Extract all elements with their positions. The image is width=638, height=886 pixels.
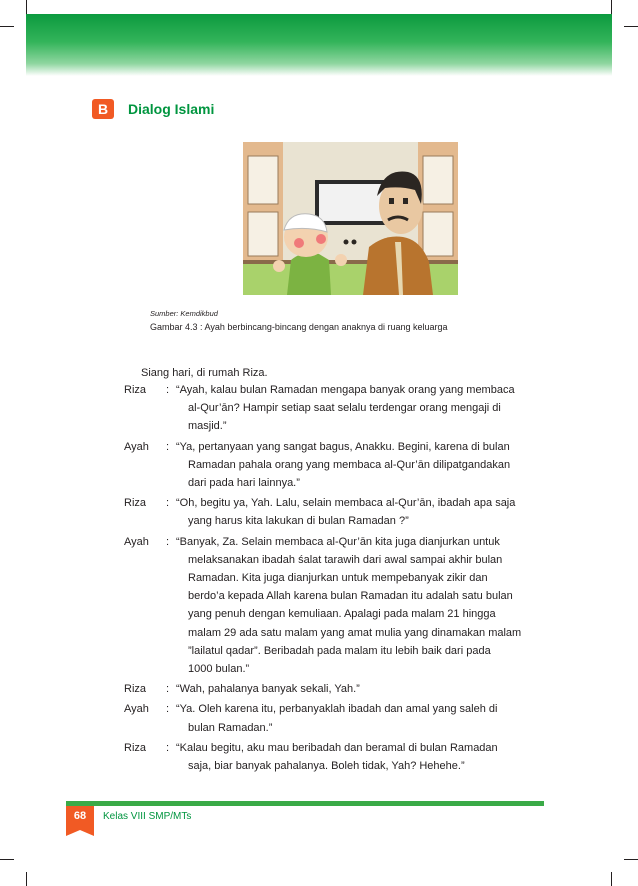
dialog-line: Ramadan. Kita juga dianjurkan untuk mempebanyak zikir dan: [188, 572, 488, 585]
footer-rule: [66, 801, 544, 806]
dialog-speaker: Riza: [124, 741, 147, 754]
crop-mark: [611, 0, 612, 14]
footer-book-title: Kelas VIII SMP/MTs: [103, 811, 192, 822]
crop-mark: [0, 26, 14, 27]
dialog-line: yang harus kita lakukan di bulan Ramadan ?”: [188, 515, 409, 528]
dialog-line: “Ya. Oleh karena itu, perbanyaklah ibadah dan amal yang saleh di: [176, 703, 498, 716]
page-number: 68: [73, 810, 87, 822]
dialog-speaker: Ayah: [124, 703, 149, 716]
crop-mark: [624, 26, 638, 27]
dialog-line: “Kalau begitu, aku mau beribadah dan beramal di bulan Ramadan: [176, 741, 498, 754]
crop-mark: [26, 872, 27, 886]
header-band: [26, 14, 612, 76]
dialog-turn: Riza : “Kalau begitu, aku mau beribadah dan beramal di bulan Ramadan saja, biar banyak pahalanya. Boleh tidak, Yah? Hehehe.”: [124, 739, 532, 775]
dialog-line: saja, biar banyak pahalanya. Boleh tidak, Yah? Hehehe.”: [188, 760, 465, 773]
dialog-line: berdo’a kepada Allah karena bulan Ramadan itu adalah satu bulan: [188, 590, 513, 603]
intro-text: Siang hari, di rumah Riza.: [141, 367, 268, 379]
illustration-father-son: [243, 142, 458, 295]
section-heading: [92, 98, 214, 120]
dialog-text: [176, 381, 532, 436]
dialog-text: [176, 739, 532, 775]
section-badge: B: [92, 99, 114, 119]
dialog-turn: Ayah : “Banyak, Za. Selain membaca al-Qur’ān kita juga dianjurkan untuk melaksanakan ibadah śalat tarawih dari awal sampai akhir bulan Ramadan. Kita juga dianjurkan untuk mempebanyak zikir dan berdo’a kepada Allah karena bulan Ramadan itu adalah satu bulan yang penuh dengan kemuliaan. Apalagi pada malam 21 hingga malam 29 ada satu malam yang amat mulia yang dinamakan malam ”lailatul qadar”. Beribadah pada malam itu lebih baik dari pada 1000 bulan.”: [124, 533, 532, 679]
dialog-turn: Riza : “Oh, begitu ya, Yah. Lalu, selain membaca al-Qur’ān, ibadah apa saja yang harus kita lakukan di bulan Ramadan ?”: [124, 494, 532, 530]
dialog-line: melaksanakan ibadah śalat tarawih dari awal sampai akhir bulan: [188, 553, 503, 566]
dialog-text: [176, 533, 532, 679]
dialog-turn: Ayah : “Ya. Oleh karena itu, perbanyaklah ibadah dan amal yang saleh di bulan Ramadan.”: [124, 700, 532, 736]
dialog-speaker: Riza: [124, 384, 147, 396]
figure-source: Sumber: Kemdikbud: [150, 309, 218, 318]
dialog-line: “Oh, begitu ya, Yah. Lalu, selain membaca al-Qur’ān, ibadah apa saja: [176, 497, 516, 510]
dialog-line: “Wah, pahalanya banyak sekali, Yah.”: [176, 683, 360, 696]
dialog-line: ”lailatul qadar”. Beribadah pada malam itu lebih baik dari pada: [188, 644, 491, 657]
dialog-speaker: Riza: [124, 683, 147, 696]
crop-mark: [26, 0, 27, 14]
dialog-line: “Banyak, Za. Selain membaca al-Qur’ān kita juga dianjurkan untuk: [176, 535, 500, 548]
dialog-line: malam 29 ada satu malam yang amat mulia yang dinamakan malam: [188, 626, 522, 639]
dialog-text: [176, 700, 532, 736]
dialog-turn: Riza : “Wah, pahalanya banyak sekali, Yah.”: [124, 680, 532, 698]
figure-caption: Gambar 4.3 : Ayah berbincang-bincang dengan anaknya di ruang keluarga: [150, 322, 448, 332]
dialog-speaker: Riza: [124, 497, 147, 510]
dialog-speaker: Ayah: [124, 440, 149, 453]
dialog-text: [176, 680, 532, 698]
dialog-speaker: Ayah: [124, 535, 149, 548]
dialog-line: 1000 bulan.”: [188, 663, 250, 676]
crop-mark: [611, 872, 612, 886]
dialog-line: Ramadan pahala orang yang membaca al-Qur’ān dilipatgandakan: [188, 458, 511, 471]
crop-mark: [624, 859, 638, 860]
crop-mark: [0, 859, 14, 860]
dialog-line: masjid.”: [188, 420, 227, 433]
dialog-text: [176, 494, 532, 530]
dialog-text: [176, 438, 532, 493]
dialog-line: yang penuh dengan kemuliaan. Apalagi pada malam 21 hingga: [188, 608, 496, 621]
section-title: Dialog Islami: [128, 101, 215, 117]
dialog-line: dari pada hari lainnya.”: [188, 477, 300, 490]
dialog-line: “Ya, pertanyaan yang sangat bagus, Anakku. Begini, karena di bulan: [176, 440, 510, 453]
dialog-turn: Ayah : “Ya, pertanyaan yang sangat bagus, Anakku. Begini, karena di bulan Ramadan pahala orang yang membaca al-Qur’ān dilipatgandakan dari pada hari lainnya.”: [124, 438, 532, 493]
dialog-line: bulan Ramadan.”: [188, 721, 273, 734]
dialog-line: “Ayah, kalau bulan Ramadan mengapa banyak orang yang membaca: [176, 384, 515, 396]
dialog-turn: Riza : “Ayah, kalau bulan Ramadan mengapa banyak orang yang membaca al-Qur’ān? Hampir setiap saat selalu terdengar orang mengaji di masjid.”: [124, 381, 532, 436]
dialog-line: al-Qur’ān? Hampir setiap saat selalu terdengar orang mengaji di: [188, 402, 501, 415]
dialog-list: [124, 381, 532, 777]
